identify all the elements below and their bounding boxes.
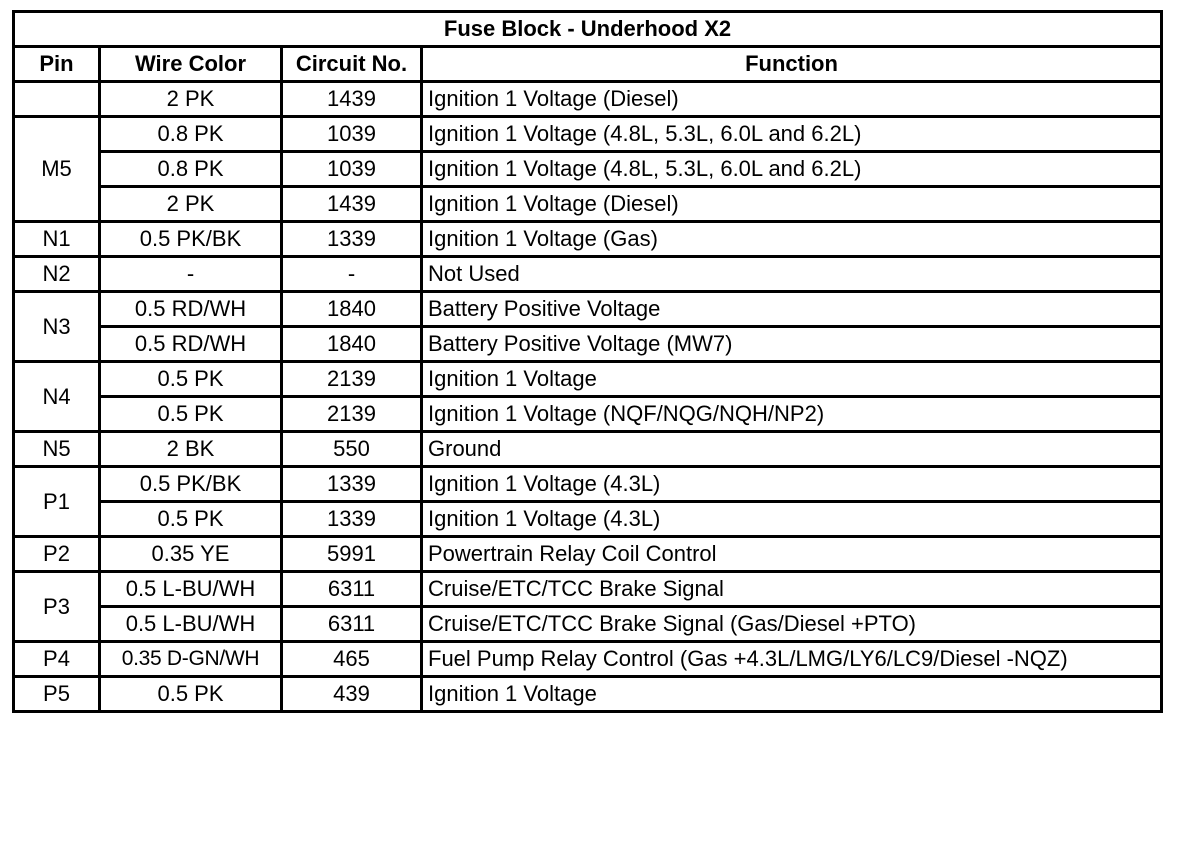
table-row bbox=[14, 572, 1162, 607]
function-cell: Ignition 1 Voltage (4.8L, 5.3L, 6.0L and 6.2L) bbox=[422, 152, 1162, 187]
circuit-cell: 2139 bbox=[282, 362, 422, 397]
function-cell: Ignition 1 Voltage (Diesel) bbox=[422, 82, 1162, 117]
table-row bbox=[14, 222, 1162, 257]
table-row bbox=[14, 327, 1162, 362]
wire-color-cell: 0.8 PK bbox=[100, 117, 282, 152]
function-cell: Ignition 1 Voltage (NQF/NQG/NQH/NP2) bbox=[422, 397, 1162, 432]
function-cell: Ignition 1 Voltage (Diesel) bbox=[422, 187, 1162, 222]
wire-color-cell: 0.5 PK bbox=[100, 502, 282, 537]
pin-cell: N3 bbox=[14, 292, 100, 362]
table-row bbox=[14, 467, 1162, 502]
function-cell: Ignition 1 Voltage (4.3L) bbox=[422, 467, 1162, 502]
wire-color-cell: 0.5 L-BU/WH bbox=[100, 572, 282, 607]
pin-cell: P4 bbox=[14, 642, 100, 677]
circuit-cell: 1840 bbox=[282, 327, 422, 362]
pin-cell: N1 bbox=[14, 222, 100, 257]
table-title-row bbox=[14, 12, 1162, 47]
wire-color-cell: 0.5 PK bbox=[100, 677, 282, 712]
function-cell: Battery Positive Voltage bbox=[422, 292, 1162, 327]
pinout-body bbox=[14, 82, 1162, 712]
pin-cell: N4 bbox=[14, 362, 100, 432]
wire-color-cell: - bbox=[100, 257, 282, 292]
table-row bbox=[14, 607, 1162, 642]
table-row bbox=[14, 152, 1162, 187]
pin-cell: N5 bbox=[14, 432, 100, 467]
table-row bbox=[14, 117, 1162, 152]
wire-color-cell: 0.35 YE bbox=[100, 537, 282, 572]
pin-cell: P1 bbox=[14, 467, 100, 537]
function-cell: Not Used bbox=[422, 257, 1162, 292]
table-row bbox=[14, 292, 1162, 327]
table-row bbox=[14, 257, 1162, 292]
pin-cell: N2 bbox=[14, 257, 100, 292]
table-row bbox=[14, 397, 1162, 432]
circuit-cell: 2139 bbox=[282, 397, 422, 432]
wire-color-cell: 2 PK bbox=[100, 187, 282, 222]
function-cell: Ignition 1 Voltage bbox=[422, 677, 1162, 712]
circuit-cell: 1339 bbox=[282, 222, 422, 257]
wire-color-cell: 0.5 PK/BK bbox=[100, 467, 282, 502]
table-row bbox=[14, 82, 1162, 117]
pin-cell: P5 bbox=[14, 677, 100, 712]
function-cell: Ignition 1 Voltage (Gas) bbox=[422, 222, 1162, 257]
circuit-cell: - bbox=[282, 257, 422, 292]
table-row bbox=[14, 502, 1162, 537]
circuit-header: Circuit No. bbox=[282, 47, 422, 82]
circuit-cell: 465 bbox=[282, 642, 422, 677]
circuit-cell: 6311 bbox=[282, 572, 422, 607]
function-cell: Powertrain Relay Coil Control bbox=[422, 537, 1162, 572]
wire-color-cell: 0.5 PK bbox=[100, 362, 282, 397]
function-cell: Fuel Pump Relay Control (Gas +4.3L/LMG/LY6/LC9/Diesel -NQZ) bbox=[422, 642, 1162, 677]
table-row bbox=[14, 677, 1162, 712]
table-title: Fuse Block - Underhood X2 bbox=[14, 12, 1162, 47]
pin-cell bbox=[14, 82, 100, 117]
wire-color-header: Wire Color bbox=[100, 47, 282, 82]
wire-color-cell: 0.8 PK bbox=[100, 152, 282, 187]
circuit-cell: 1840 bbox=[282, 292, 422, 327]
function-cell: Cruise/ETC/TCC Brake Signal (Gas/Diesel +PTO) bbox=[422, 607, 1162, 642]
circuit-cell: 6311 bbox=[282, 607, 422, 642]
circuit-cell: 1339 bbox=[282, 467, 422, 502]
table-row bbox=[14, 362, 1162, 397]
function-cell: Ignition 1 Voltage (4.3L) bbox=[422, 502, 1162, 537]
wire-color-cell: 0.5 RD/WH bbox=[100, 327, 282, 362]
wire-color-cell: 0.5 L-BU/WH bbox=[100, 607, 282, 642]
wire-color-cell: 0.35 D-GN/WH bbox=[100, 642, 282, 677]
pin-cell: M5 bbox=[14, 117, 100, 222]
function-cell: Ignition 1 Voltage (4.8L, 5.3L, 6.0L and 6.2L) bbox=[422, 117, 1162, 152]
circuit-cell: 550 bbox=[282, 432, 422, 467]
function-header: Function bbox=[422, 47, 1162, 82]
circuit-cell: 1439 bbox=[282, 82, 422, 117]
circuit-cell: 1039 bbox=[282, 117, 422, 152]
wire-color-cell: 0.5 PK/BK bbox=[100, 222, 282, 257]
function-cell: Battery Positive Voltage (MW7) bbox=[422, 327, 1162, 362]
pin-cell: P2 bbox=[14, 537, 100, 572]
table-row bbox=[14, 432, 1162, 467]
circuit-cell: 439 bbox=[282, 677, 422, 712]
circuit-cell: 1339 bbox=[282, 502, 422, 537]
function-cell: Ignition 1 Voltage bbox=[422, 362, 1162, 397]
wire-color-cell: 0.5 PK bbox=[100, 397, 282, 432]
table-row bbox=[14, 642, 1162, 677]
header-row bbox=[14, 47, 1162, 82]
pin-cell: P3 bbox=[14, 572, 100, 642]
wire-color-cell: 0.5 RD/WH bbox=[100, 292, 282, 327]
pin-header: Pin bbox=[14, 47, 100, 82]
circuit-cell: 5991 bbox=[282, 537, 422, 572]
wire-color-cell: 2 BK bbox=[100, 432, 282, 467]
function-cell: Ground bbox=[422, 432, 1162, 467]
wire-color-cell: 2 PK bbox=[100, 82, 282, 117]
pinout-table bbox=[12, 10, 1163, 713]
table-row bbox=[14, 537, 1162, 572]
circuit-cell: 1439 bbox=[282, 187, 422, 222]
circuit-cell: 1039 bbox=[282, 152, 422, 187]
table-row bbox=[14, 187, 1162, 222]
function-cell: Cruise/ETC/TCC Brake Signal bbox=[422, 572, 1162, 607]
